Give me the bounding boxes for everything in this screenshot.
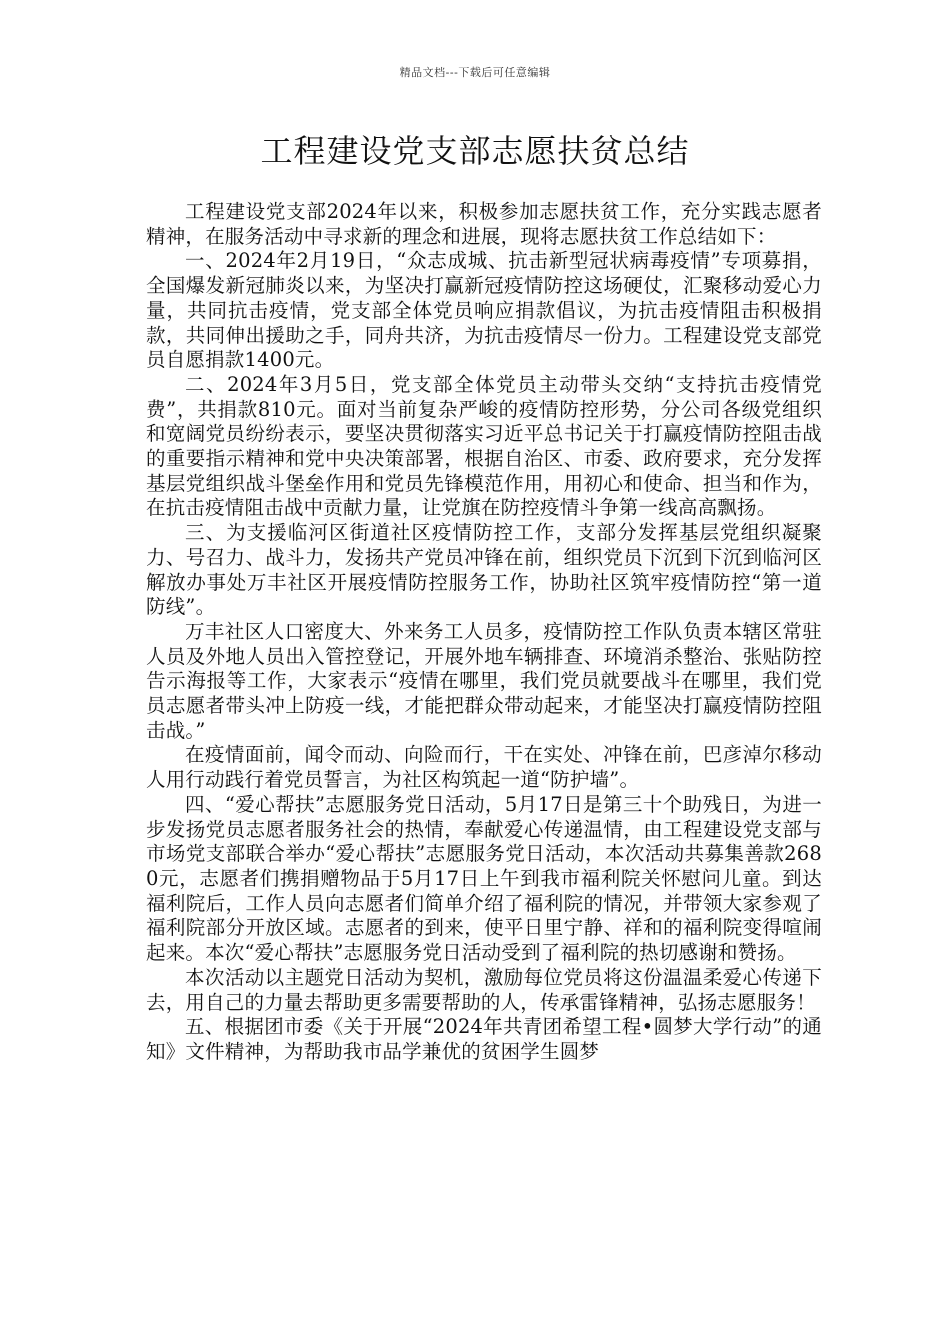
- paragraph-section-2: 二、2024年3月5日，党支部全体党员主动带头交纳“支持抗击疫情党费”，共捐款810元。面对当前复杂严峻的疫情防控形势，分公司各级党组织和宽阔党员纷纷表示，要坚决贯彻落实习近平总书记关于打赢疫情防控阻击战的重要指示精神和党中央决策部署，根据自治区、市委、政府要求，充分发挥基层党组织战斗堡垒作用和党员先锋模范作用，用初心和使命、担当和作为，在抗击疫情阻击战中贡献力量，让党旗在防控疫情斗争第一线高高飘扬。: [146, 372, 822, 520]
- document-title: 工程建设党支部志愿扶贫总结: [260, 132, 690, 170]
- document-body: [146, 200, 822, 1065]
- header-note: 精品文档---下载后可任意编辑: [399, 66, 551, 79]
- paragraph-epidemic-front: 在疫情面前，闻令而动、向险而行，干在实处、冲锋在前，巴彦淖尔移动人用行动践行着党员誓言，为社区构筑起一道“防护墙”。: [146, 743, 822, 792]
- paragraph-intro: 工程建设党支部2024年以来，积极参加志愿扶贫工作，充分实践志愿者精神，在服务活动中寻求新的理念和进展，现将志愿扶贫工作总结如下：: [146, 200, 822, 248]
- paragraph-section-1: 一、2024年2月19日，“众志成城、抗击新型冠状病毒疫情”专项募捐，全国爆发新冠肺炎以来，为坚决打赢新冠疫情防控这场硬仗，汇聚移动爱心力量，共同抗击疫情，党支部全体党员响应捐款倡议，为抗击疫情阻击积极捐款，共同伸出援助之手，同舟共济，为抗击疫情尽一份力。工程建设党支部党员自愿捐款1400元。: [146, 249, 822, 372]
- paragraph-activity-summary: 本次活动以主题党日活动为契机，激励每位党员将这份温温柔爱心传递下去，用自己的力量去帮助更多需要帮助的人，传承雷锋精神，弘扬志愿服务！: [146, 965, 822, 1014]
- paragraph-section-5: 五、根据团市委《关于开展“2024年共青团希望工程•圆梦大学行动”的通知》文件精神，为帮助我市品学兼优的贫困学生圆梦: [146, 1015, 822, 1063]
- paragraph-wanfeng: 万丰社区人口密度大、外来务工人员多，疫情防控工作队负责本辖区常驻人员及外地人员出入管控登记，开展外地车辆排查、环境消杀整治、张贴防控告示海报等工作，大家表示“疫情在哪里，我们党员就要战斗在哪里，我们党员志愿者带头冲上防疫一线，才能把群众带动起来，才能坚决打赢疫情防控阻击战。”: [146, 619, 822, 742]
- paragraph-section-4: 四、“爱心帮扶”志愿服务党日活动，5月17日是第三十个助残日，为进一步发扬党员志愿者服务社会的热情，奉献爱心传递温情，由工程建设党支部与市场党支部联合举办“爱心帮扶”志愿服务党日活动，本次活动共募集善款2680元，志愿者们携捐赠物品于5月17日上午到我市福利院关怀慰问儿童。到达福利院后，工作人员向志愿者们简单介绍了福利院的情况，并带领大家参观了福利院部分开放区域。志愿者的到来，使平日里宁静、祥和的福利院变得喧闹起来。本次“爱心帮扶”志愿服务党日活动受到了福利院的热切感谢和赞扬。: [146, 792, 822, 965]
- paragraph-section-3: 三、为支援临河区街道社区疫情防控工作，支部分发挥基层党组织凝聚力、号召力、战斗力，发扬共产党员冲锋在前，组织党员下沉到下沉到临河区解放办事处万丰社区开展疫情防控服务工作，协助社区筑牢疫情防控“第一道防线”。: [146, 521, 822, 619]
